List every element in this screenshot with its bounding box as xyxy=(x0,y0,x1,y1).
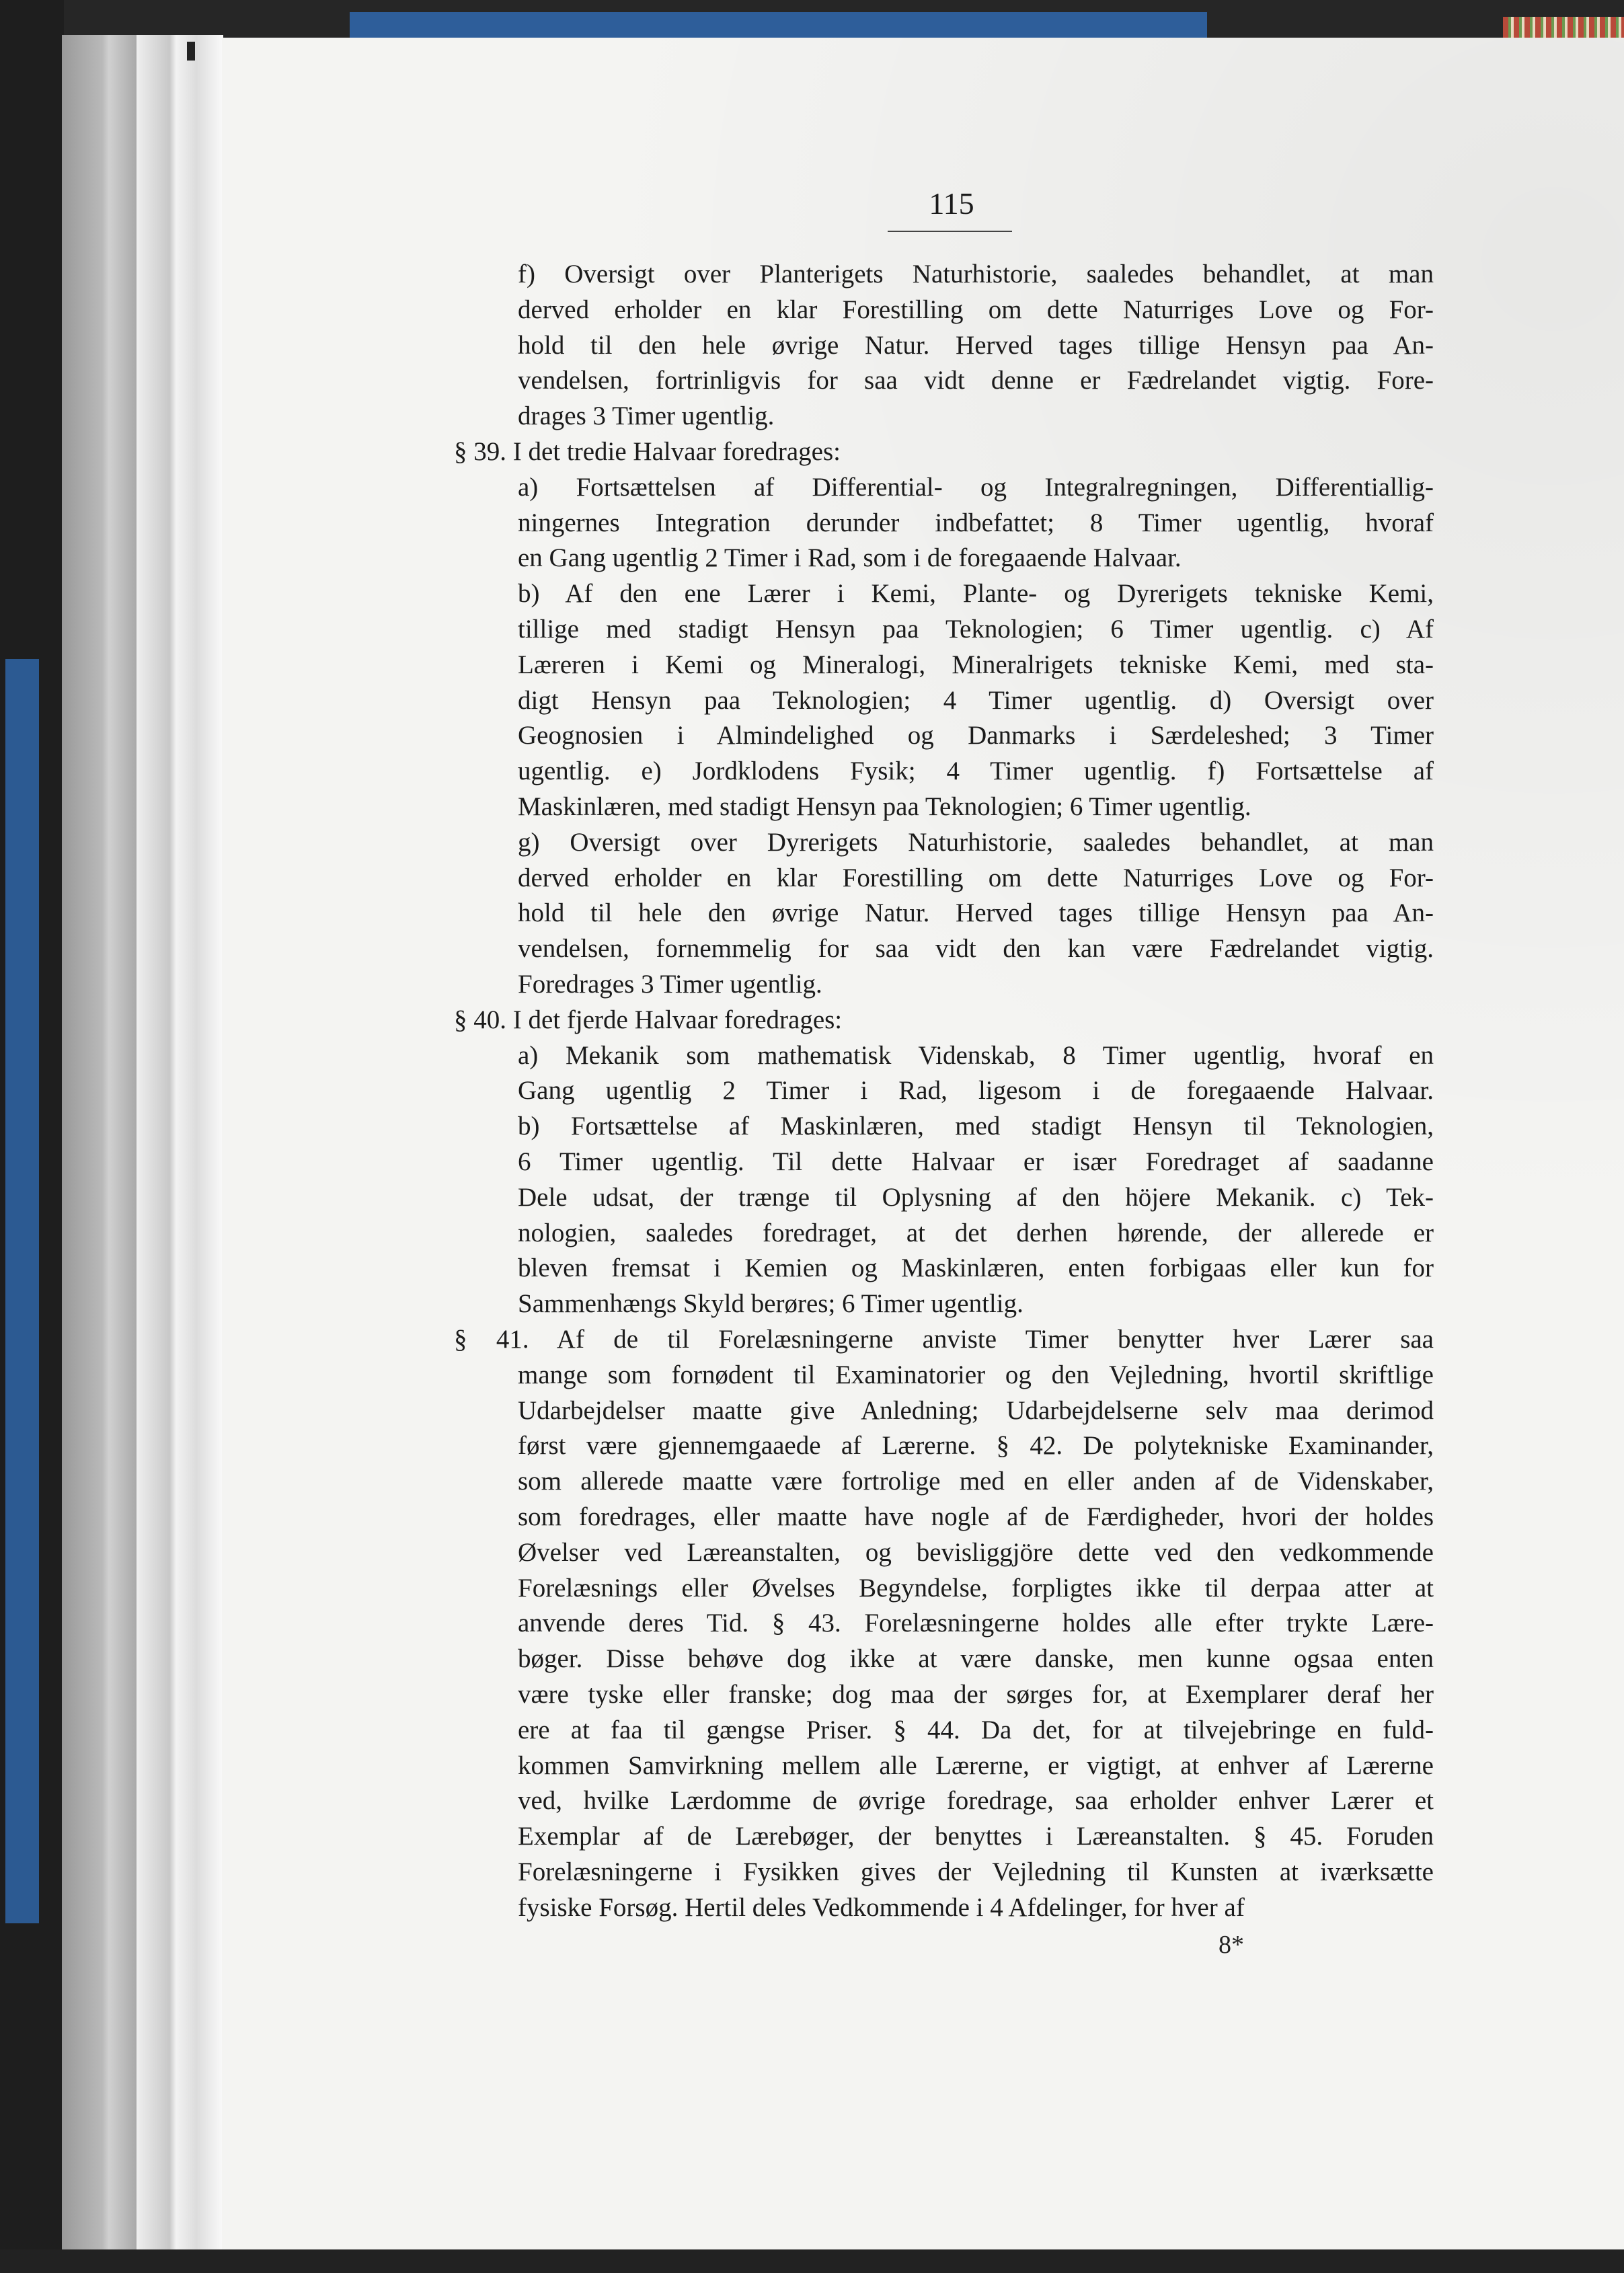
text-line: hold til den hele øvrige Natur. Herved tages tillige Hensyn paa An- xyxy=(518,330,1434,360)
text-line: 6 Timer ugentlig. Til dette Halvaar er især Foredraget af saadanne xyxy=(518,1147,1434,1176)
text-line: mange som fornødent til Examinatorier og den Vejledning, hvortil skriftlige xyxy=(518,1360,1434,1389)
page-edges xyxy=(62,35,223,2251)
text-line: Forelæsnings eller Øvelses Begyndelse, forpligtes ikke til derpaa atter at xyxy=(518,1573,1434,1603)
text-line: kommen Samvirkning mellem alle Lærerne, er vigtigt, at enhver af Lærerne xyxy=(518,1750,1434,1780)
blue-cover-strip xyxy=(350,12,1207,40)
text-line: Dele udsat, der trænge til Oplysning af den höjere Mekanik. c) Tek- xyxy=(518,1182,1434,1212)
text-line: bøger. Disse behøve dog ikke at være danske, men kunne ogsaa enten xyxy=(518,1644,1434,1674)
text-line: fysiske Forsøg. Hertil deles Vedkommende i 4 Afdelinger, for hver af xyxy=(518,1892,1245,1922)
text-line: Sammenhængs Skyld berøres; 6 Timer ugentlig. xyxy=(518,1289,1023,1319)
text-line: drages 3 Timer ugentlig. xyxy=(518,401,775,431)
page-tab-mark xyxy=(187,42,195,61)
text-line: § 39. I det tredie Halvaar foredrages: xyxy=(454,437,841,466)
text-line: hold til hele den øvrige Natur. Herved tages tillige Hensyn paa An- xyxy=(518,898,1434,928)
text-line: være tyske eller franske; dog maa der sørges for, at Exemplarer deraf her xyxy=(518,1680,1434,1709)
blue-side-strip xyxy=(5,659,39,1923)
text-line: f) Oversigt over Planterigets Naturhistorie, saaledes behandlet, at man xyxy=(518,260,1434,288)
text-line: Forelæsningerne i Fysikken gives der Vejledning til Kunsten at iværksætte xyxy=(518,1857,1434,1886)
text-line: Læreren i Kemi og Mineralogi, Mineralrigets tekniske Kemi, med sta- xyxy=(518,650,1434,679)
text-line: derved erholder en klar Forestilling om dette Naturriges Love og For- xyxy=(518,295,1434,324)
text-line: bleven fremsat i Kemien og Maskinlæren, enten forbigaas eller kun for xyxy=(518,1254,1434,1283)
text-line: som foredrages, eller maatte have nogle af de Færdigheder, hvori der holdes xyxy=(518,1502,1434,1531)
text-line: derved erholder en klar Forestilling om dette Naturriges Love og For- xyxy=(518,863,1434,892)
text-line: en Gang ugentlig 2 Timer i Rad, som i de foregaaende Halvaar. xyxy=(518,543,1182,573)
text-line: b) Af den ene Lærer i Kemi, Plante- og Dyrerigets tekniske Kemi, xyxy=(518,579,1434,609)
text-line: Exemplar af de Lærebøger, der benyttes i Læreanstalten. § 45. Foruden xyxy=(518,1822,1434,1851)
text-line: a) Fortsættelsen af Differential- og Integralregningen, Differentiallig- xyxy=(518,472,1434,502)
text-line: g) Oversigt over Dyrerigets Naturhistorie, saaledes behandlet, at man xyxy=(518,827,1434,857)
text-line: nologien, saaledes foredraget, at det derhen hørende, der allerede er xyxy=(518,1218,1434,1247)
text-line: vendelsen, fornemmelig for saa vidt den kan være Fædrelandet vigtig. xyxy=(518,934,1434,964)
text-line: vendelsen, fortrinligvis for saa vidt denne er Fædrelandet vigtig. Fore- xyxy=(518,366,1434,395)
text-line: digt Hensyn paa Teknologien; 4 Timer ugentlig. d) Oversigt over xyxy=(518,685,1434,715)
page-number: 115 xyxy=(929,186,974,221)
text-line: ningernes Integration derunder indbefattet; 8 Timer ugentlig, hvoraf xyxy=(518,508,1434,537)
text-line: ved, hvilke Lærdomme de øvrige foredrage, saa erholder enhver Lærer et xyxy=(518,1786,1434,1816)
text-line: § 41. Af de til Forelæsningerne anviste Timer benytter hver Lærer saa xyxy=(454,1325,1434,1354)
text-line: Øvelser ved Læreanstalten, og bevisliggjöre dette ved den vedkommende xyxy=(518,1537,1434,1567)
text-line: Maskinlæren, med stadigt Hensyn paa Teknologien; 6 Timer ugentlig. xyxy=(518,792,1251,821)
text-line: a) Mekanik som mathematisk Videnskab, 8 Timer ugentlig, hvoraf en xyxy=(518,1040,1434,1070)
text-line: ugentlig. e) Jordklodens Fysik; 4 Timer ugentlig. f) Fortsættelse af xyxy=(518,757,1434,786)
signature-mark: 8* xyxy=(1219,1931,1244,1959)
text-line: Gang ugentlig 2 Timer i Rad, ligesom i de foregaaende Halvaar. xyxy=(518,1076,1434,1106)
text-line: Foredrages 3 Timer ugentlig. xyxy=(518,970,822,999)
text-line: b) Fortsættelse af Maskinlæren, med stadigt Hensyn til Teknologien, xyxy=(518,1112,1434,1141)
text-line: tillige med stadigt Hensyn paa Teknologien; 6 Timer ugentlig. c) Af xyxy=(518,615,1434,644)
text-line: Udarbejdelser maatte give Anledning; Udarbejdelserne selv maa derimod xyxy=(518,1395,1434,1425)
text-line: anvende deres Tid. § 43. Forelæsningerne holdes alle efter trykte Lære- xyxy=(518,1609,1434,1638)
header-rule xyxy=(888,231,1012,232)
text-line: Geognosien i Almindelighed og Danmarks i Særdeleshed; 3 Timer xyxy=(518,721,1434,750)
book-cover-bottom xyxy=(0,2249,1624,2273)
text-line: § 40. I det fjerde Halvaar foredrages: xyxy=(454,1005,843,1034)
text-line: først være gjennemgaaede af Lærerne. § 42. De polytekniske Examinander, xyxy=(518,1431,1434,1461)
text-line: ere at faa til gængse Priser. § 44. Da det, for at tilvejebringe en fuld- xyxy=(518,1715,1434,1744)
text-line: som allerede maatte være fortrolige med en eller anden af de Videnskaber, xyxy=(518,1467,1434,1496)
